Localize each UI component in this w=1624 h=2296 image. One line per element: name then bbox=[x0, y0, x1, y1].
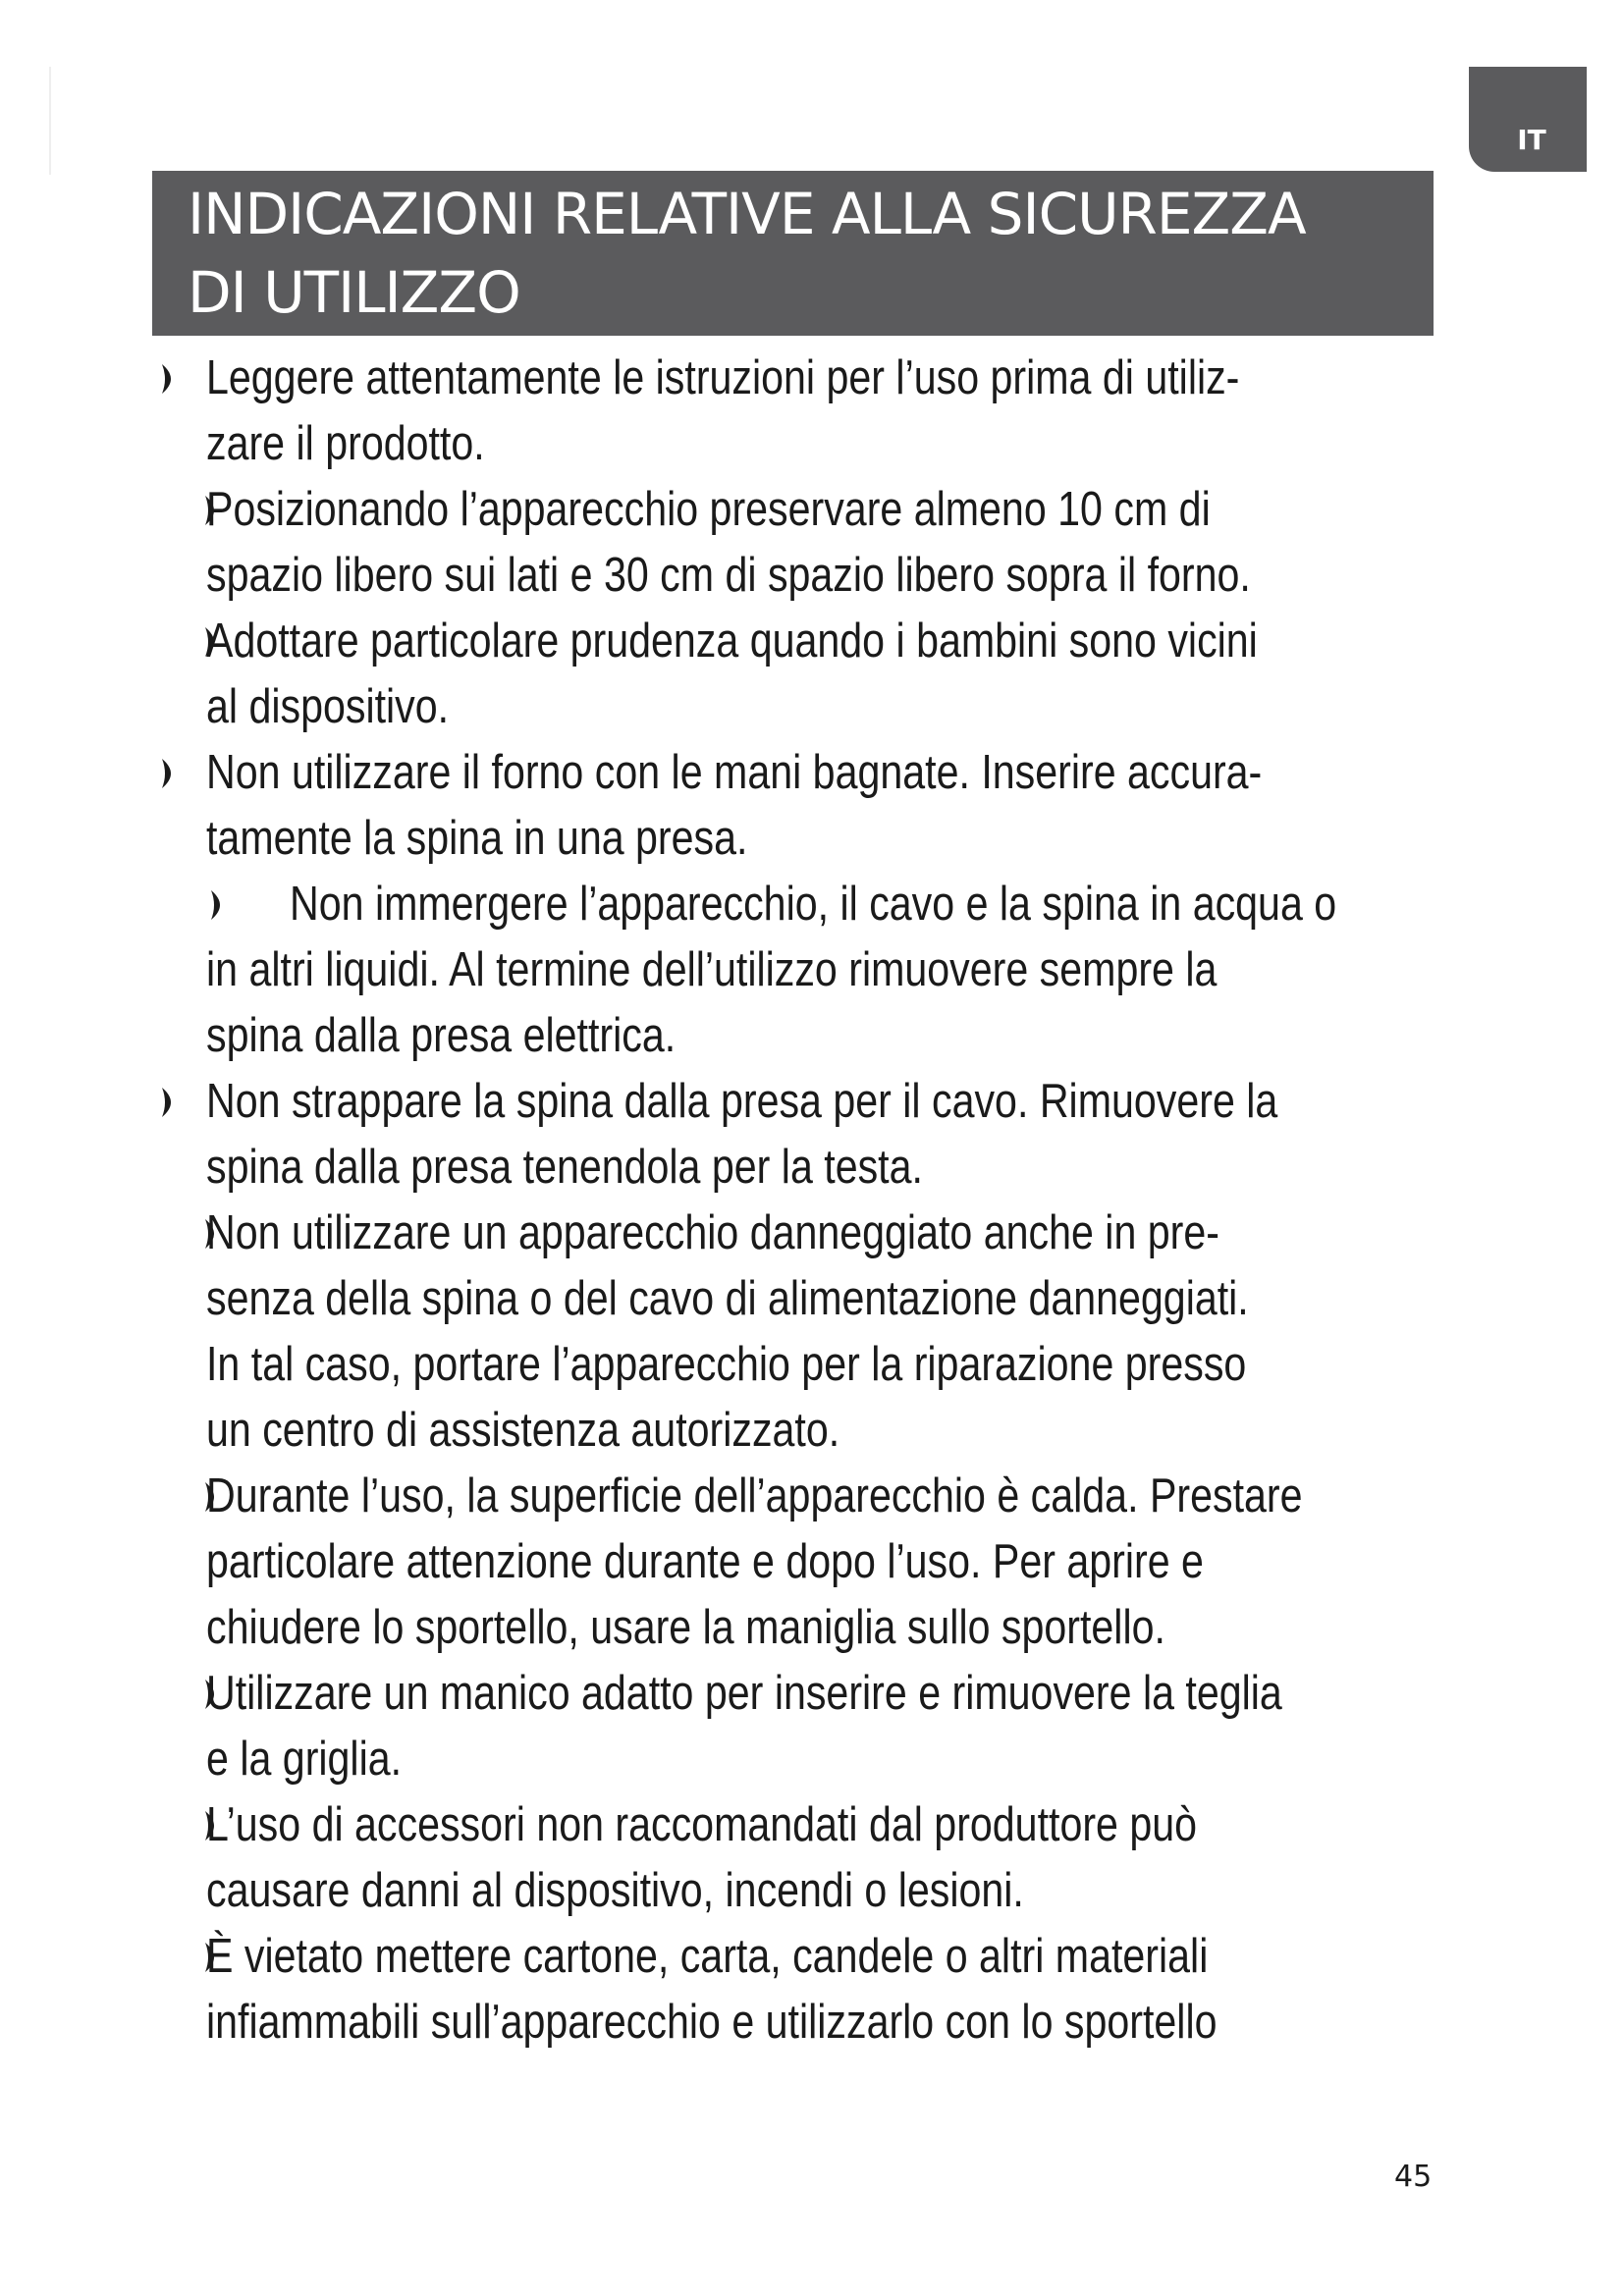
bullet-icon bbox=[160, 1087, 180, 1118]
text-line-21: Utilizzare un manico adatto per inserire e rimuovere la teglia bbox=[152, 1661, 1566, 1727]
text-line-1: Leggere attentamente le istruzioni per l’uso prima di utiliz- bbox=[152, 346, 1566, 411]
bullet-icon bbox=[160, 758, 180, 789]
bullet-icon bbox=[160, 363, 180, 395]
text-line-5: Adottare particolare prudenza quando i bambini sono vicini bbox=[152, 609, 1566, 674]
text-line-7: Non utilizzare il forno con le mani bagnate. Inserire accura- bbox=[152, 740, 1566, 806]
text-line-16: In tal caso, portare l’apparecchio per la riparazione presso bbox=[206, 1338, 1247, 1391]
bullet-icon bbox=[209, 889, 229, 921]
text-line-24: causare danni al dispositivo, incendi o lesioni. bbox=[206, 1864, 1024, 1917]
text-line-22: e la griglia. bbox=[206, 1733, 403, 1786]
text-line-13: spina dalla presa tenendola per la testa. bbox=[206, 1141, 923, 1194]
language-tab bbox=[1469, 67, 1587, 172]
text-line-9: Non immergere l’apparecchio, il cavo e la spina in acqua o bbox=[152, 872, 1566, 937]
text-line-6: al dispositivo. bbox=[206, 680, 450, 733]
text-line-26: infiammabili sull’apparecchio e utilizzarlo con lo sportello bbox=[206, 1996, 1218, 2049]
section-title bbox=[152, 171, 1434, 336]
text-line-3: Posizionando l’apparecchio preservare almeno 10 cm di bbox=[152, 477, 1566, 543]
margin-line bbox=[49, 67, 51, 175]
safety-list bbox=[152, 346, 1566, 2056]
text-line-20: chiudere lo sportello, usare la maniglia sullo sportello. bbox=[206, 1601, 1165, 1654]
page-number: 45 bbox=[1394, 2160, 1433, 2194]
text-line-19: particolare attenzione durante e dopo l’uso. Per aprire e bbox=[206, 1535, 1204, 1588]
text-line-18: Durante l’uso, la superficie dell’apparecchio è calda. Prestare bbox=[152, 1464, 1566, 1529]
text-line-14: Non utilizzare un apparecchio danneggiato anche in pre- bbox=[152, 1201, 1566, 1266]
text-line-8: tamente la spina in una presa. bbox=[206, 812, 748, 865]
text-line-25: È vietato mettere cartone, carta, candele o altri materiali bbox=[152, 1924, 1566, 1990]
text-line-10: in altri liquidi. Al termine dell’utilizzo rimuovere sempre la bbox=[206, 943, 1218, 996]
text-line-23: L’uso di accessori non raccomandati dal produttore può bbox=[152, 1792, 1566, 1858]
language-tab-label: IT bbox=[1517, 124, 1546, 156]
text-line-17: un centro di assistenza autorizzato. bbox=[206, 1404, 840, 1457]
text-line-11: spina dalla presa elettrica. bbox=[206, 1009, 677, 1062]
section-title-line-2: DI UTILIZZO bbox=[188, 259, 520, 326]
text-line-12: Non strappare la spina dalla presa per il cavo. Rimuovere la bbox=[152, 1069, 1566, 1135]
text-line-2: zare il prodotto. bbox=[206, 417, 485, 470]
section-title-line-1: INDICAZIONI RELATIVE ALLA SICUREZZA bbox=[188, 181, 1306, 247]
text-line-4: spazio libero sui lati e 30 cm di spazio libero sopra il forno. bbox=[206, 549, 1251, 602]
text-line-15: senza della spina o del cavo di alimentazione danneggiati. bbox=[206, 1272, 1249, 1325]
